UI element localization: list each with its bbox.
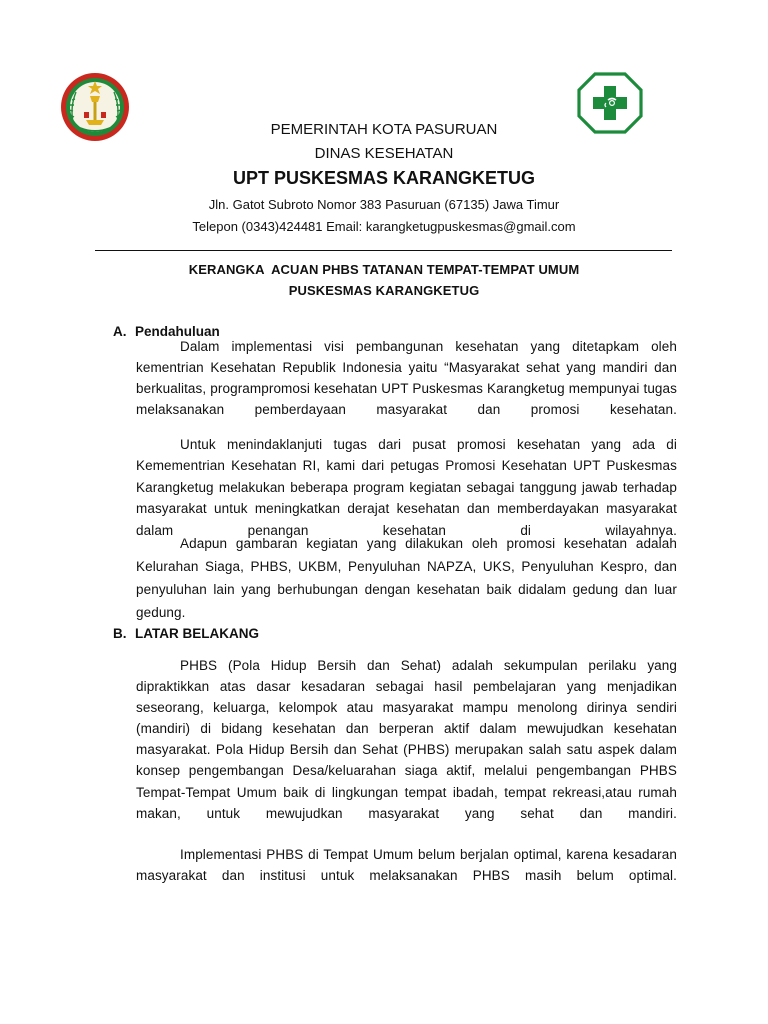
document-title-line-1: KERANGKA ACUAN PHBS TATANAN TEMPAT-TEMPAT UMUM bbox=[188, 262, 580, 277]
paragraph: PHBS (Pola Hidup Bersih dan Sehat) adalah sekumpulan perilaku yang dipraktikkan atas dasar kesadaran sebagai hasil pembelajaran yang menjadikan seseorang, keluarga, kelompok atau masyarakat mampu menolong dirinya sendiri (mandiri) di bidang kesehatan dan berperan aktif dalam mewujudkan kesehatan masyarakat. Pola Hidup Bersih dan Sehat (PHBS) merupakan salah satu aspek dalam konsep pengembangan Desa/keluarahan siaga aktif, melalui pengembangan PHBS Tempat-Tempat Umum baik di lingkungan tempat ibadah, tempat rekreasi,atau rumah makan, untuk mewujudkan masyarakat yang sehat dan mandiri. bbox=[136, 658, 677, 821]
institution-contact: Telepon (0343)424481 Email: karangketugpuskesmas@gmail.com bbox=[192, 219, 576, 234]
section-marker: A. bbox=[113, 324, 127, 339]
section-marker: B. bbox=[113, 626, 127, 641]
paragraph: Dalam implementasi visi pembangunan kesehatan yang ditetapkam oleh kementrian Kesehatan Republik Indonesia yaitu “Masyarakat sehat yang mandiri dan berkualitas, programpromosi kesehatan UPT Puskesmas Karangketug mempunyai tugas melaksanakan pemberdayaan masyarakat dan promosi kesehatan. bbox=[136, 339, 677, 417]
section-title: LATAR BELAKANG bbox=[135, 626, 259, 641]
paragraph: Implementasi PHBS di Tempat Umum belum berjalan optimal, karena kesadaran masyarakat dan institusi untuk melaksanakan PHBS masih belum optimal. bbox=[136, 847, 677, 883]
department-name: DINAS KESEHATAN bbox=[314, 145, 454, 162]
section-heading-latar-belakang bbox=[113, 626, 259, 641]
government-name: PEMERINTAH KOTA PASURUAN bbox=[270, 121, 498, 138]
paragraph: Adapun gambaran kegiatan yang dilakukan oleh promosi kesehatan adalah Kelurahan Siaga, PHBS, UKBM, Penyuluhan NAPZA, UKS, Penyuluhan Kespro, dan penyuluhan lain yang berhubungan dengan kesehatan baik didalam gedung dan luar gedung. bbox=[136, 536, 677, 620]
document-title-line-2: PUSKESMAS KARANGKETUG bbox=[288, 283, 480, 298]
letterhead-divider bbox=[95, 250, 672, 251]
institution-address: Jln. Gatot Subroto Nomor 383 Pasuruan (67135) Jawa Timur bbox=[208, 197, 560, 212]
institution-name: UPT PUSKESMAS KARANGKETUG bbox=[232, 168, 536, 188]
paragraph: Untuk menindaklanjuti tugas dari pusat promosi kesehatan yang ada di Kemementrian Kesehatan RI, kami dari petugas Promosi Kesehatan UPT Puskesmas Karangketug melakukan beberapa program kegiatan sebagai tanggung jawab terhadap masyarakat untuk meningkatkan derajat kesehatan dan memberdayakan masyarakat dalam penangan kesehatan di wilayahnya. bbox=[136, 437, 677, 538]
section-title: Pendahuluan bbox=[135, 324, 220, 339]
